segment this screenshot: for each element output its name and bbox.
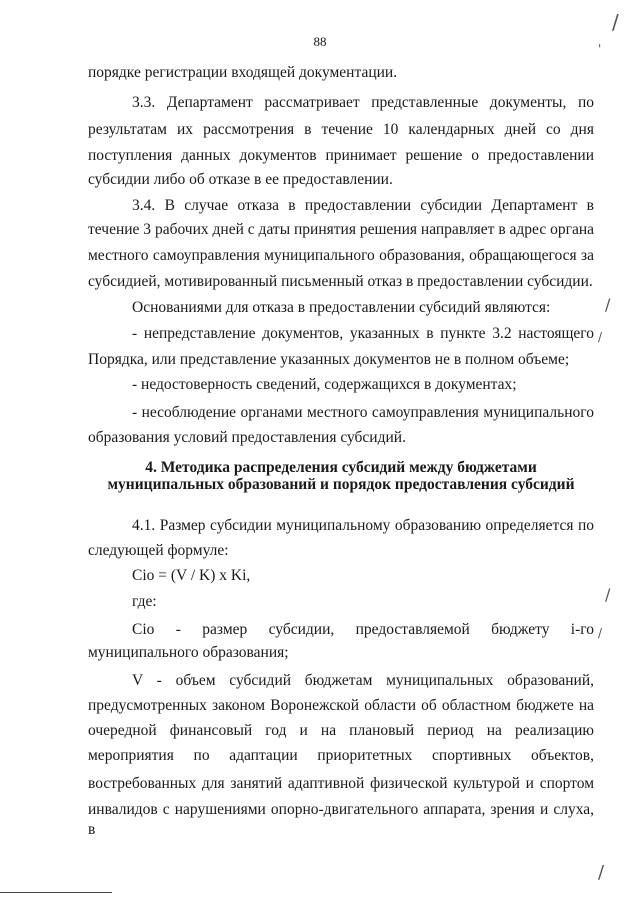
- text-line: 3.3. Департамент рассматривает представленные документы, по: [132, 94, 594, 111]
- text-line: очередной финансовый год и на плановый период на реализацию: [88, 722, 594, 739]
- text-line: востребованных для занятий адаптивной физической культурой и спортом: [88, 775, 594, 792]
- text-line: - недостоверность сведений, содержащихся в документах;: [132, 376, 517, 393]
- text-line: Cio - размер субсидии, предоставляемой бюджету i-го: [132, 621, 594, 638]
- text-line: следующей формуле:: [88, 542, 229, 559]
- text-line: - несоблюдение органами местного самоуправления муниципального: [132, 404, 594, 421]
- margin-mark: /: [612, 10, 619, 34]
- text-line: порядке регистрации входящей документации.: [88, 64, 398, 81]
- margin-mark: /: [605, 585, 611, 604]
- margin-mark: /: [598, 862, 605, 883]
- page-number: 88: [313, 34, 327, 49]
- text-line: субсидией, мотивированный письменный отказ в предоставлении субсидии.: [88, 273, 593, 290]
- text-line: Порядка, или представление указанных документов не в полном объеме;: [88, 351, 570, 368]
- margin-mark: ': [598, 42, 602, 56]
- text-line: инвалидов с нарушениями опорно-двигательного аппарата, зрения и слуха, в: [88, 801, 594, 838]
- formula: Cio = (V / K) x Ki,: [132, 567, 251, 584]
- text-line: образования условий предоставления субсидий.: [88, 429, 406, 446]
- section-heading: муниципальных образований и порядок предоставления субсидий: [107, 476, 575, 493]
- text-line: муниципального образования;: [88, 644, 289, 661]
- scan-edge-line: [0, 892, 112, 893]
- text-line: течение 3 рабочих дней с даты принятия решения направляет в адрес органа: [88, 221, 594, 238]
- text-line: местного самоуправления муниципального образования, обращающегося за: [88, 247, 594, 264]
- text-line: 3.4. В случае отказа в предоставлении субсидии Департамент в: [132, 197, 594, 214]
- text-line: V - объем субсидий бюджетам муниципальных образований,: [132, 672, 594, 689]
- text-line: 4.1. Размер субсидии муниципальному образованию определяется по: [132, 517, 594, 534]
- margin-mark: /: [598, 330, 603, 344]
- section-heading: 4. Методика распределения субсидий между бюджетами: [145, 459, 537, 476]
- text-line: предусмотренных законом Воронежской области об областном бюджете на: [88, 697, 594, 714]
- margin-mark: /: [598, 626, 603, 640]
- text-line: мероприятия по адаптации приоритетных спортивных объектов,: [88, 747, 594, 764]
- text-line: - непредставление документов, указанных в пункте 3.2 настоящего: [132, 325, 594, 342]
- text-line: где:: [132, 593, 157, 610]
- text-line: результатам их рассмотрения в течение 10 календарных дней со дня: [88, 121, 594, 138]
- margin-mark: /: [605, 295, 611, 314]
- text-line: Основаниями для отказа в предоставлении субсидий являются:: [132, 299, 551, 316]
- text-line: поступления данных документов принимает решение о предоставлении: [88, 147, 594, 164]
- text-line: субсидии либо об отказе в ее предоставлении.: [88, 171, 393, 188]
